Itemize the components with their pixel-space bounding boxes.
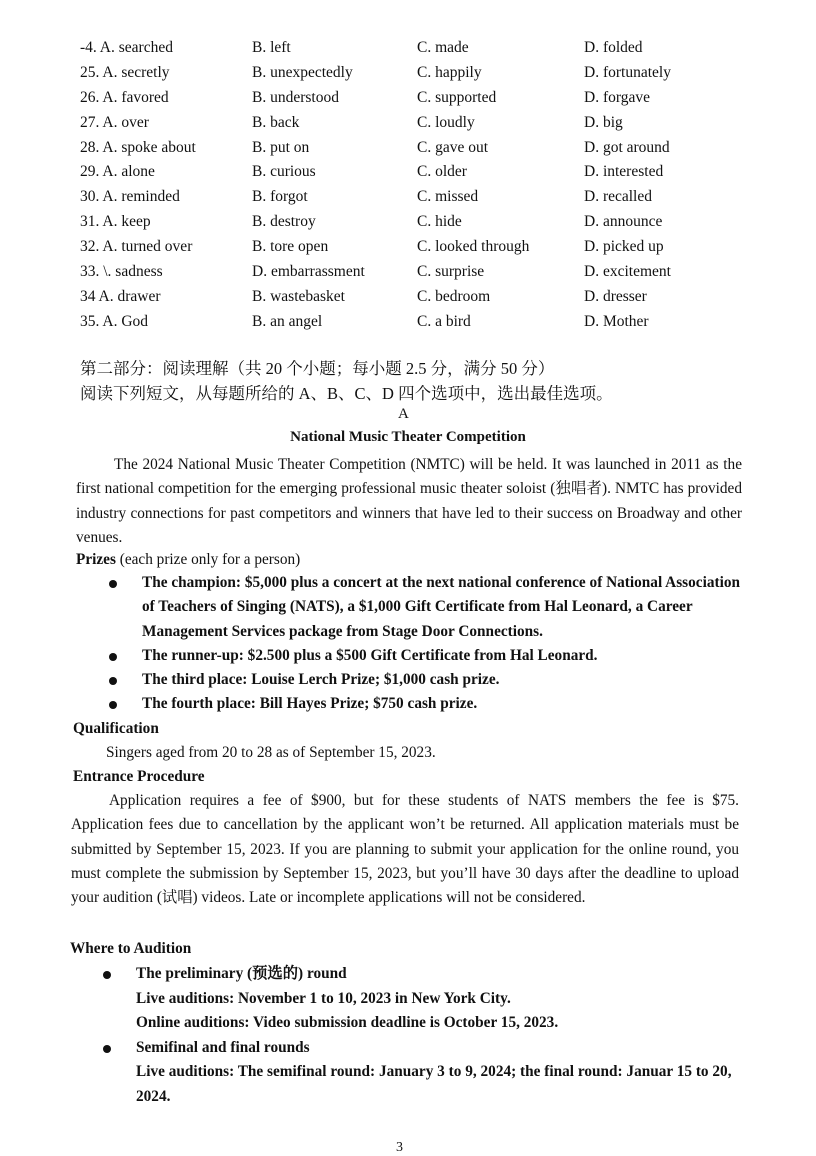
entrance-paragraph: Application requires a fee of $900, but for these students of NATS members the fee is $75. Application fees due to cancellation by the applicant won’t be returned. All application materials must be submitted by September 15, 2023. If you are planning to submit your application for the online round, you must complete the submission by September 15, 2023, but you’ll have 30 days after the deadline to upload your audition (试唱) videos. Late or incomplete applications will not be considered.: [71, 792, 739, 907]
option-b: D. embarrassment: [252, 263, 365, 281]
prize-text: The champion: $5,000 plus a concert at the next national conference of National Association of Teachers of Singing (NATS), a $1,000 Gift Certificate from Hal Leonard, a Career Management Services package from Stage Door Connections.: [142, 574, 740, 640]
option-c: C. missed: [417, 188, 479, 206]
entrance-heading: Entrance Procedure: [73, 768, 205, 785]
round-item: [100, 962, 740, 1036]
option-a: 26. A. favored: [80, 88, 169, 106]
option-a: 28. A. spoke about: [80, 138, 196, 156]
option-row: [80, 160, 760, 185]
option-c: C. supported: [417, 88, 497, 106]
option-row: [80, 235, 760, 260]
prizes-list: [106, 571, 746, 717]
option-d: D. big: [584, 113, 623, 131]
page-number: 3: [396, 1140, 403, 1155]
option-b: B. destroy: [252, 213, 316, 231]
option-b: B. curious: [252, 163, 316, 181]
option-b: B. put on: [252, 138, 310, 156]
option-d: D. picked up: [584, 238, 664, 256]
option-b: B. left: [252, 39, 291, 56]
qualification-text: Singers aged from 20 to 28 as of September 15, 2023.: [106, 744, 436, 761]
option-a: 32. A. turned over: [80, 238, 193, 256]
prize-text: The fourth place: Bill Hayes Prize; $750 cash prize.: [142, 695, 478, 713]
prize-item: [106, 692, 746, 716]
option-d: D. folded: [584, 39, 643, 56]
where-heading: Where to Audition: [70, 940, 192, 957]
option-d: D. interested: [584, 163, 664, 181]
bullet-dot-icon: [109, 677, 117, 685]
prizes-heading: Prizes: [76, 551, 116, 568]
passage-title: National Music Theater Competition: [290, 429, 526, 445]
option-a: 35. A. God: [80, 312, 149, 330]
round-line: Live auditions: November 1 to 10, 2023 in New York City.: [136, 989, 511, 1007]
option-row: [80, 86, 760, 111]
option-row: [80, 310, 760, 335]
option-c: C. made: [417, 39, 469, 56]
option-d: D. got around: [584, 138, 670, 156]
option-a: 27. A. over: [80, 113, 149, 131]
option-d: D. recalled: [584, 188, 652, 206]
option-b: B. an angel: [252, 312, 323, 330]
round-line: Live auditions: The semifinal round: January 3 to 9, 2024; the final round: Januar 15 to 20, 2024.: [136, 1063, 732, 1105]
prize-item: [106, 644, 746, 668]
option-row: [80, 285, 760, 310]
option-c: C. older: [417, 163, 467, 181]
option-row: [80, 36, 760, 61]
option-c: C. hide: [417, 213, 462, 231]
prizes-note: (each prize only for a person): [115, 551, 301, 568]
option-row: [80, 136, 760, 161]
intro-paragraph: The 2024 National Music Theater Competition (NMTC) will be held. It was launched in 2011 as the first national competition for the emerging professional music theater soloist (独唱者). NMTC has provided industry connections for past competitors and winners that have led to their success on Broadway and other venues.: [76, 456, 742, 546]
qualification-heading: Qualification: [73, 720, 159, 737]
prize-text: The runner-up: $2.500 plus a $500 Gift Certificate from Hal Leonard.: [142, 646, 598, 664]
option-c: C. surprise: [417, 263, 485, 281]
round-item: [100, 1036, 740, 1110]
bullet-dot-icon: [103, 971, 111, 979]
option-d: D. Mother: [584, 312, 649, 330]
option-d: D. forgave: [584, 88, 650, 106]
option-b: B. unexpectedly: [252, 63, 353, 81]
option-d: D. announce: [584, 213, 663, 231]
bullet-dot-icon: [109, 580, 117, 588]
option-c: C. bedroom: [417, 287, 491, 305]
prize-text: The third place: Louise Lerch Prize; $1,000 cash prize.: [142, 671, 500, 689]
section-title: 第二部分：阅读理解（共 20 个小题；每小题 2.5 分，满分 50 分）: [80, 359, 555, 378]
option-d: D. excitement: [584, 263, 671, 281]
rounds-list: [100, 962, 740, 1110]
option-row: [80, 61, 760, 86]
bullet-dot-icon: [103, 1045, 111, 1053]
passage-letter: A: [398, 406, 409, 422]
option-a: 29. A. alone: [80, 163, 155, 181]
option-b: B. wastebasket: [252, 287, 345, 305]
prize-item: [106, 668, 746, 692]
round-name: The preliminary (预选的) round: [136, 965, 347, 982]
option-d: D. dresser: [584, 287, 647, 305]
option-a: 33. \. sadness: [80, 263, 163, 281]
option-row: [80, 210, 760, 235]
option-b: B. back: [252, 113, 300, 131]
option-d: D. fortunately: [584, 63, 671, 81]
option-row: [80, 260, 760, 285]
option-row: [80, 111, 760, 136]
bullet-dot-icon: [109, 653, 117, 661]
section-header: [80, 356, 613, 406]
prize-item: [106, 571, 746, 644]
prizes-line: [76, 548, 300, 572]
option-c: C. gave out: [417, 138, 489, 156]
bullet-dot-icon: [109, 701, 117, 709]
options-table: [80, 36, 760, 335]
option-b: B. forgot: [252, 188, 308, 206]
option-c: C. happily: [417, 63, 482, 81]
option-a: 34 A. drawer: [80, 287, 161, 305]
option-c: C. loudly: [417, 113, 475, 131]
round-line: Online auditions: Video submission deadline is October 15, 2023.: [136, 1014, 559, 1032]
option-a: 31. A. keep: [80, 213, 151, 231]
option-c: C. a bird: [417, 312, 471, 330]
section-instruction: 阅读下列短文，从每题所给的 A、B、C、D 四个选项中，选出最佳选项。: [80, 384, 613, 403]
option-a: 30. A. reminded: [80, 188, 180, 206]
option-row: [80, 185, 760, 210]
option-a: -4. A. searched: [80, 39, 173, 56]
option-c: C. looked through: [417, 238, 530, 256]
round-name: Semifinal and final rounds: [136, 1038, 310, 1056]
option-a: 25. A. secretly: [80, 63, 170, 81]
option-b: B. tore open: [252, 238, 329, 256]
option-b: B. understood: [252, 88, 339, 106]
